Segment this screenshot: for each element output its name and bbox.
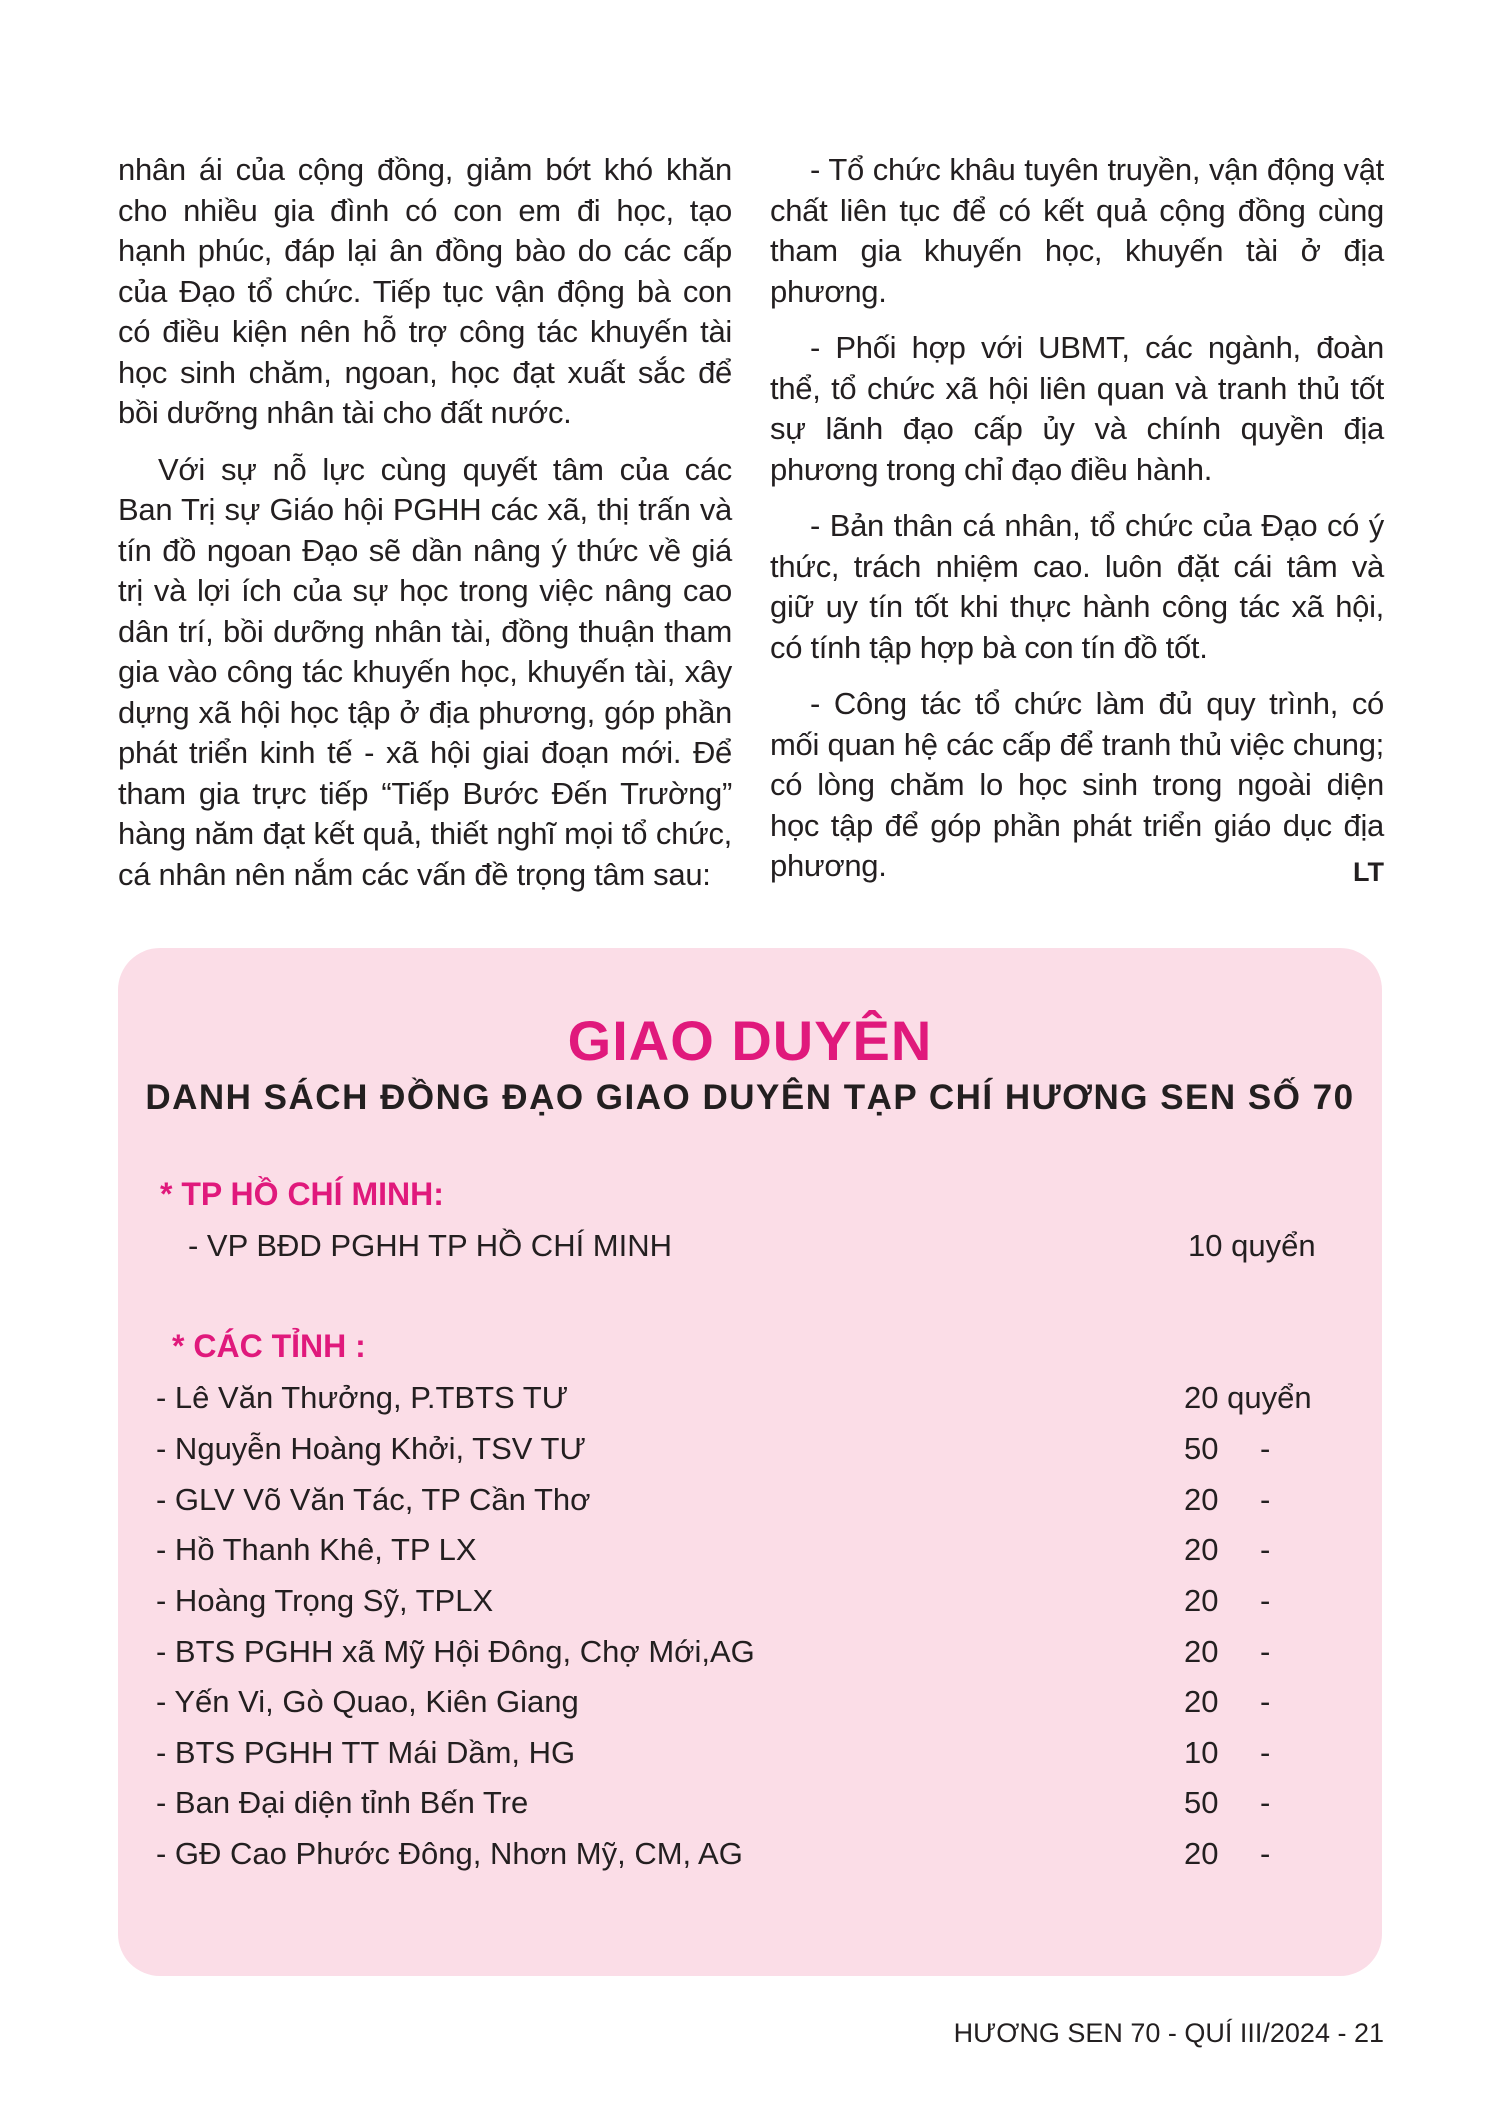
left-text-column <box>118 150 732 911</box>
list-item <box>156 1682 1346 1722</box>
paragraph: - Bản thân cá nhân, tổ chức của Đạo có ý thức, trách nhiệm cao. luôn đặt cái tâm và giữ uy tín tốt khi thực hành công tác xã hội, có tính tập hợp bà con tín đồ tốt. <box>770 508 1384 665</box>
list-item <box>156 1733 1346 1773</box>
donor-quantity: 20 <box>1184 1684 1219 1719</box>
section-heading-provinces: * CÁC TỈNH : <box>172 1328 366 1364</box>
donor-quantity: 20 <box>1184 1836 1219 1871</box>
ditto-mark: - <box>1260 1532 1271 1567</box>
donor-name: - Yến Vi, Gò Quao, Kiên Giang <box>156 1684 579 1719</box>
donor-name: - Lê Văn Thưởng, P.TBTS TƯ <box>156 1380 569 1415</box>
section-heading-hcm: * TP HỒ CHÍ MINH: <box>160 1176 444 1212</box>
donor-name: - Ban Đại diện tỉnh Bến Tre <box>156 1785 529 1820</box>
list-item <box>156 1581 1346 1621</box>
ditto-mark: - <box>1260 1684 1271 1719</box>
right-text-column <box>770 150 1384 903</box>
paragraph: Với sự nỗ lực cùng quyết tâm của các Ban Trị sự Giáo hội PGHH các xã, thị trấn và tín đồ ngoan Đạo sẽ dần nâng ý thức về giá trị và lợi ích của sự học trong việc nâng cao dân trí, bồi dưỡng nhân tài, đồng thuận tham gia vào công tác khuyến học, khuyến tài, xây dựng xã hội học tập ở địa phương, góp phần phát triển kinh tế - xã hội giai đoạn mới. Để tham gia trực tiếp “Tiếp Bước Đến Trường” hàng năm đạt kết quả, thiết nghĩ mọi tổ chức, cá nhân nên nắm các vấn đề trọng tâm sau: <box>118 451 732 892</box>
ditto-mark: - <box>1260 1482 1271 1517</box>
donor-name: - GLV Võ Văn Tác, TP Cần Thơ <box>156 1482 591 1517</box>
donor-quantity: 50 <box>1184 1431 1219 1466</box>
list-item <box>156 1783 1346 1823</box>
page-footer: HƯƠNG SEN 70 - QUÍ III/2024 - 21 <box>953 2018 1384 2048</box>
giao-duyen-box <box>118 948 1382 1976</box>
ditto-mark: - <box>1260 1785 1271 1820</box>
donor-name: - Hồ Thanh Khê, TP LX <box>156 1532 477 1567</box>
ditto-mark: - <box>1260 1634 1271 1669</box>
donor-quantity: 20 <box>1184 1482 1219 1517</box>
paragraph: - Tổ chức khâu tuyên truyền, vận động vật chất liên tục để có kết quả cộng đồng cùng tham gia khuyến học, khuyến tài ở địa phương. <box>770 152 1384 309</box>
donor-quantity: 20 <box>1184 1634 1219 1669</box>
box-title: GIAO DUYÊN <box>567 1009 933 1072</box>
paragraph: - Công tác tổ chức làm đủ quy trình, có mối quan hệ các cấp để tranh thủ việc chung; có lòng chăm lo học sinh trong ngoài diện học tập để góp phần phát triển giáo dục địa phương. <box>770 686 1384 883</box>
donor-quantity: 20 <box>1184 1532 1219 1567</box>
donor-quantity: 20 <box>1184 1583 1219 1618</box>
donor-quantity: 20 quyển <box>1184 1380 1312 1415</box>
list-item <box>156 1429 1346 1469</box>
list-item <box>156 1378 1346 1418</box>
donor-quantity: 50 <box>1184 1785 1219 1820</box>
donor-quantity: 10 quyển <box>1188 1228 1316 1263</box>
donor-name: - Hoàng Trọng Sỹ, TPLX <box>156 1583 494 1618</box>
list-item <box>156 1632 1346 1672</box>
list-item <box>156 1480 1346 1520</box>
ditto-mark: - <box>1260 1735 1271 1770</box>
box-subtitle: DANH SÁCH ĐỒNG ĐẠO GIAO DUYÊN TẠP CHÍ HƯƠNG SEN SỐ 70 <box>145 1078 1355 1117</box>
list-item <box>156 1834 1346 1874</box>
donor-name: - BTS PGHH xã Mỹ Hội Đông, Chợ Mới,AG <box>156 1634 755 1669</box>
paragraph: - Phối hợp với UBMT, các ngành, đoàn thể, tổ chức xã hội liên quan và tranh thủ tốt sự lãnh đạo cấp ủy và chính quyền địa phương trong chỉ đạo điều hành. <box>770 330 1384 487</box>
ditto-mark: - <box>1260 1836 1271 1871</box>
author-signature: LT <box>1353 857 1384 887</box>
donor-name: - GĐ Cao Phước Đông, Nhơn Mỹ, CM, AG <box>156 1836 743 1871</box>
list-item <box>188 1226 1378 1266</box>
donor-quantity: 10 <box>1184 1735 1219 1770</box>
donor-name: - BTS PGHH TT Mái Dầm, HG <box>156 1735 576 1770</box>
donor-name: - Nguyễn Hoàng Khởi, TSV TƯ <box>156 1431 586 1466</box>
paragraph: nhân ái của cộng đồng, giảm bớt khó khăn cho nhiều gia đình có con em đi học, tạo hạnh phúc, đáp lại ân đồng bào do các cấp của Đạo tổ chức. Tiếp tục vận động bà con có điều kiện nên hỗ trợ công tác khuyến tài học sinh chăm, ngoan, học đạt xuất sắc để bồi dưỡng nhân tài cho đất nước. <box>118 152 732 430</box>
donor-name: - VP BĐD PGHH TP HỒ CHÍ MINH <box>188 1228 673 1263</box>
ditto-mark: - <box>1260 1431 1271 1466</box>
list-item <box>156 1530 1346 1570</box>
ditto-mark: - <box>1260 1583 1271 1618</box>
